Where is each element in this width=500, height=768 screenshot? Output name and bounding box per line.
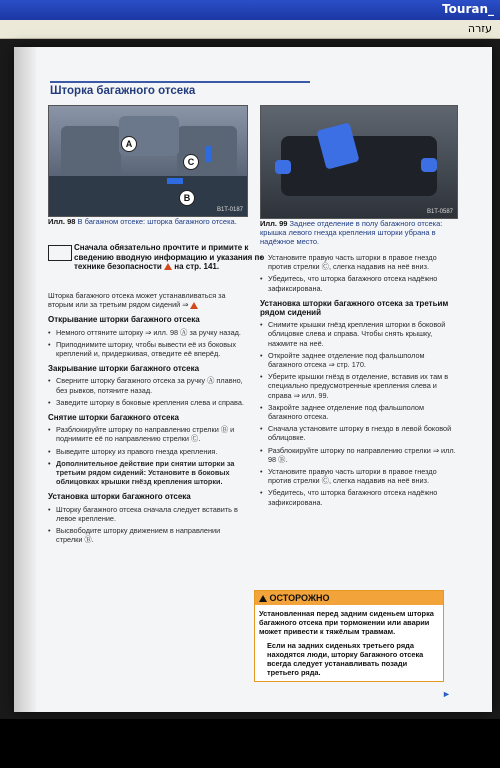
instruction-item: • Выведите шторку из правого гнезда крепления. [48,447,248,456]
arrow-c-icon [205,146,211,162]
instruction-item: • Снимите крышки гнёзд крепления шторки в боковой облицовке слева и справа. Чтобы снять крышку, нажмите на неё. [260,320,460,348]
figure-code: B1T-0587 [426,209,453,215]
warning-triangle-icon [164,263,172,270]
warning-title: ОСТОРОЖНО [269,593,330,603]
subsection-title: Установка шторки багажного отсека [48,492,191,502]
warning-header [255,591,443,605]
instruction-item: • Установите правую часть шторки в правое гнездо против стрелки Ⓒ, слегка надавив на неё вниз. [260,467,460,485]
subsection-title: Открывание шторки багажного отсека [48,315,200,325]
intro-text: Шторка багажного отсека может устанавливаться за вторым или за третьим рядом сидений ⇒ [48,291,226,310]
warning-triangle-icon [190,302,198,309]
window-title: Touran_ [442,2,494,16]
cover-piece-icon [421,158,437,172]
instruction-item: • Приподнимите шторку, чтобы вывести её из боковых креплений и, придерживая, отведите её вперёд. [48,340,248,358]
figure-code: B1T-0187 [216,207,243,213]
instruction-item: • Уберите крышки гнёзд в отделение, вставив их там в специально предусмотренные крепления слева и справа ⇒ илл. 99. [260,372,460,400]
arrow-b-icon [167,178,183,184]
instruction-item: • Шторку багажного отсека сначала следует вставить в левое крепление. [48,505,248,523]
caption-number: Илл. 98 [48,217,76,226]
continue-arrow-icon: ► [442,689,451,699]
subsection-title: Закрывание шторки багажного отсека [48,364,200,374]
figure-99-image [260,105,458,219]
menu-bar [0,20,500,39]
section-title: Шторка багажного отсека [50,81,310,97]
manual-page [14,47,492,712]
warning-body [255,605,443,681]
warning-box [254,590,444,682]
figure-98-caption [48,217,248,226]
instruction-item: • Закройте заднее отделение под фальшполом багажного отсека. [260,403,460,421]
instruction-item: • Установите правую часть шторки в правое гнездо против стрелки Ⓒ, слегка надавив на неё вниз. [260,253,460,271]
instruction-item: • Убедитесь, что шторка багажного отсека надёжно зафиксирована. [260,274,460,292]
instruction-item: • Откройте заднее отделение под фальшполом багажного отсека ⇒ стр. 170. [260,351,460,369]
instruction-item: • Высвободите шторку движением в направлении стрелки Ⓑ. [48,526,248,544]
instruction-item: • Дополнительное действие при снятии шторки за третьим рядом сидений: Установите в боковых облицовках крышки гнёзд крепления шторки. [48,459,248,487]
cover-piece-icon [275,160,291,174]
caption-text: Заднее отделение в полу багажного отсека: крышка левого гнезда крепления шторки убрана в надёжное место. [260,219,443,246]
instruction-item: • Разблокируйте шторку по направлению стрелки ⇒ илл. 98 Ⓑ. [260,446,460,464]
instruction-item: • Сверните шторку багажного отсека за ручку Ⓐ плавно, без рывков, потяните назад. [48,376,248,394]
instruction-item: • Убедитесь, что шторка багажного отсека надёжно зафиксирована. [260,488,460,506]
warning-item: Если на задних сиденьях третьего ряда находятся люди, шторку багажного отсека всегда следует устанавливать позади третьего ряда. [267,640,424,678]
read-first-note [48,243,274,272]
callout-c: C [183,154,199,170]
warning-text: Установленная перед задним сиденьем шторка багажного отсека при торможении или аварии может привести к тяжёлым травмам. [259,609,434,637]
caption-number: Илл. 99 [260,219,288,228]
note-text: Сначала обязательно прочтите и примите к сведению вводную информацию и указания по технике безопасности [74,243,265,271]
instruction-item: • Заведите шторку в боковые крепления слева и справа. [48,398,248,407]
caption-text: В багажном отсеке: шторка багажного отсека. [77,217,237,226]
instruction-item: • Разблокируйте шторку по направлению стрелки Ⓑ и поднимите её по направлению стрелки Ⓒ. [48,425,248,443]
instruction-item: • Немного оттяните шторку ⇒ илл. 98 Ⓐ за ручку назад. [48,328,248,337]
subsection-title: Установка шторки багажного отсека за третьим рядом сидений [260,298,449,318]
right-column [260,253,460,510]
figure-99-caption [260,219,460,246]
figure-98-image [48,105,248,217]
bottom-band [0,720,500,768]
warning-triangle-icon [259,595,267,602]
menu-help[interactable]: עזרה [467,22,492,35]
instruction-item: • Сначала установите шторку в гнездо в левой боковой облицовке. [260,424,460,442]
callout-b: B [179,190,195,206]
book-icon [48,245,72,261]
window-titlebar [0,0,500,20]
subsection-title: Снятие шторки багажного отсека [48,413,179,423]
left-column [48,291,248,547]
note-ref[interactable]: на стр. 141. [174,262,220,271]
callout-a: A [121,136,137,152]
